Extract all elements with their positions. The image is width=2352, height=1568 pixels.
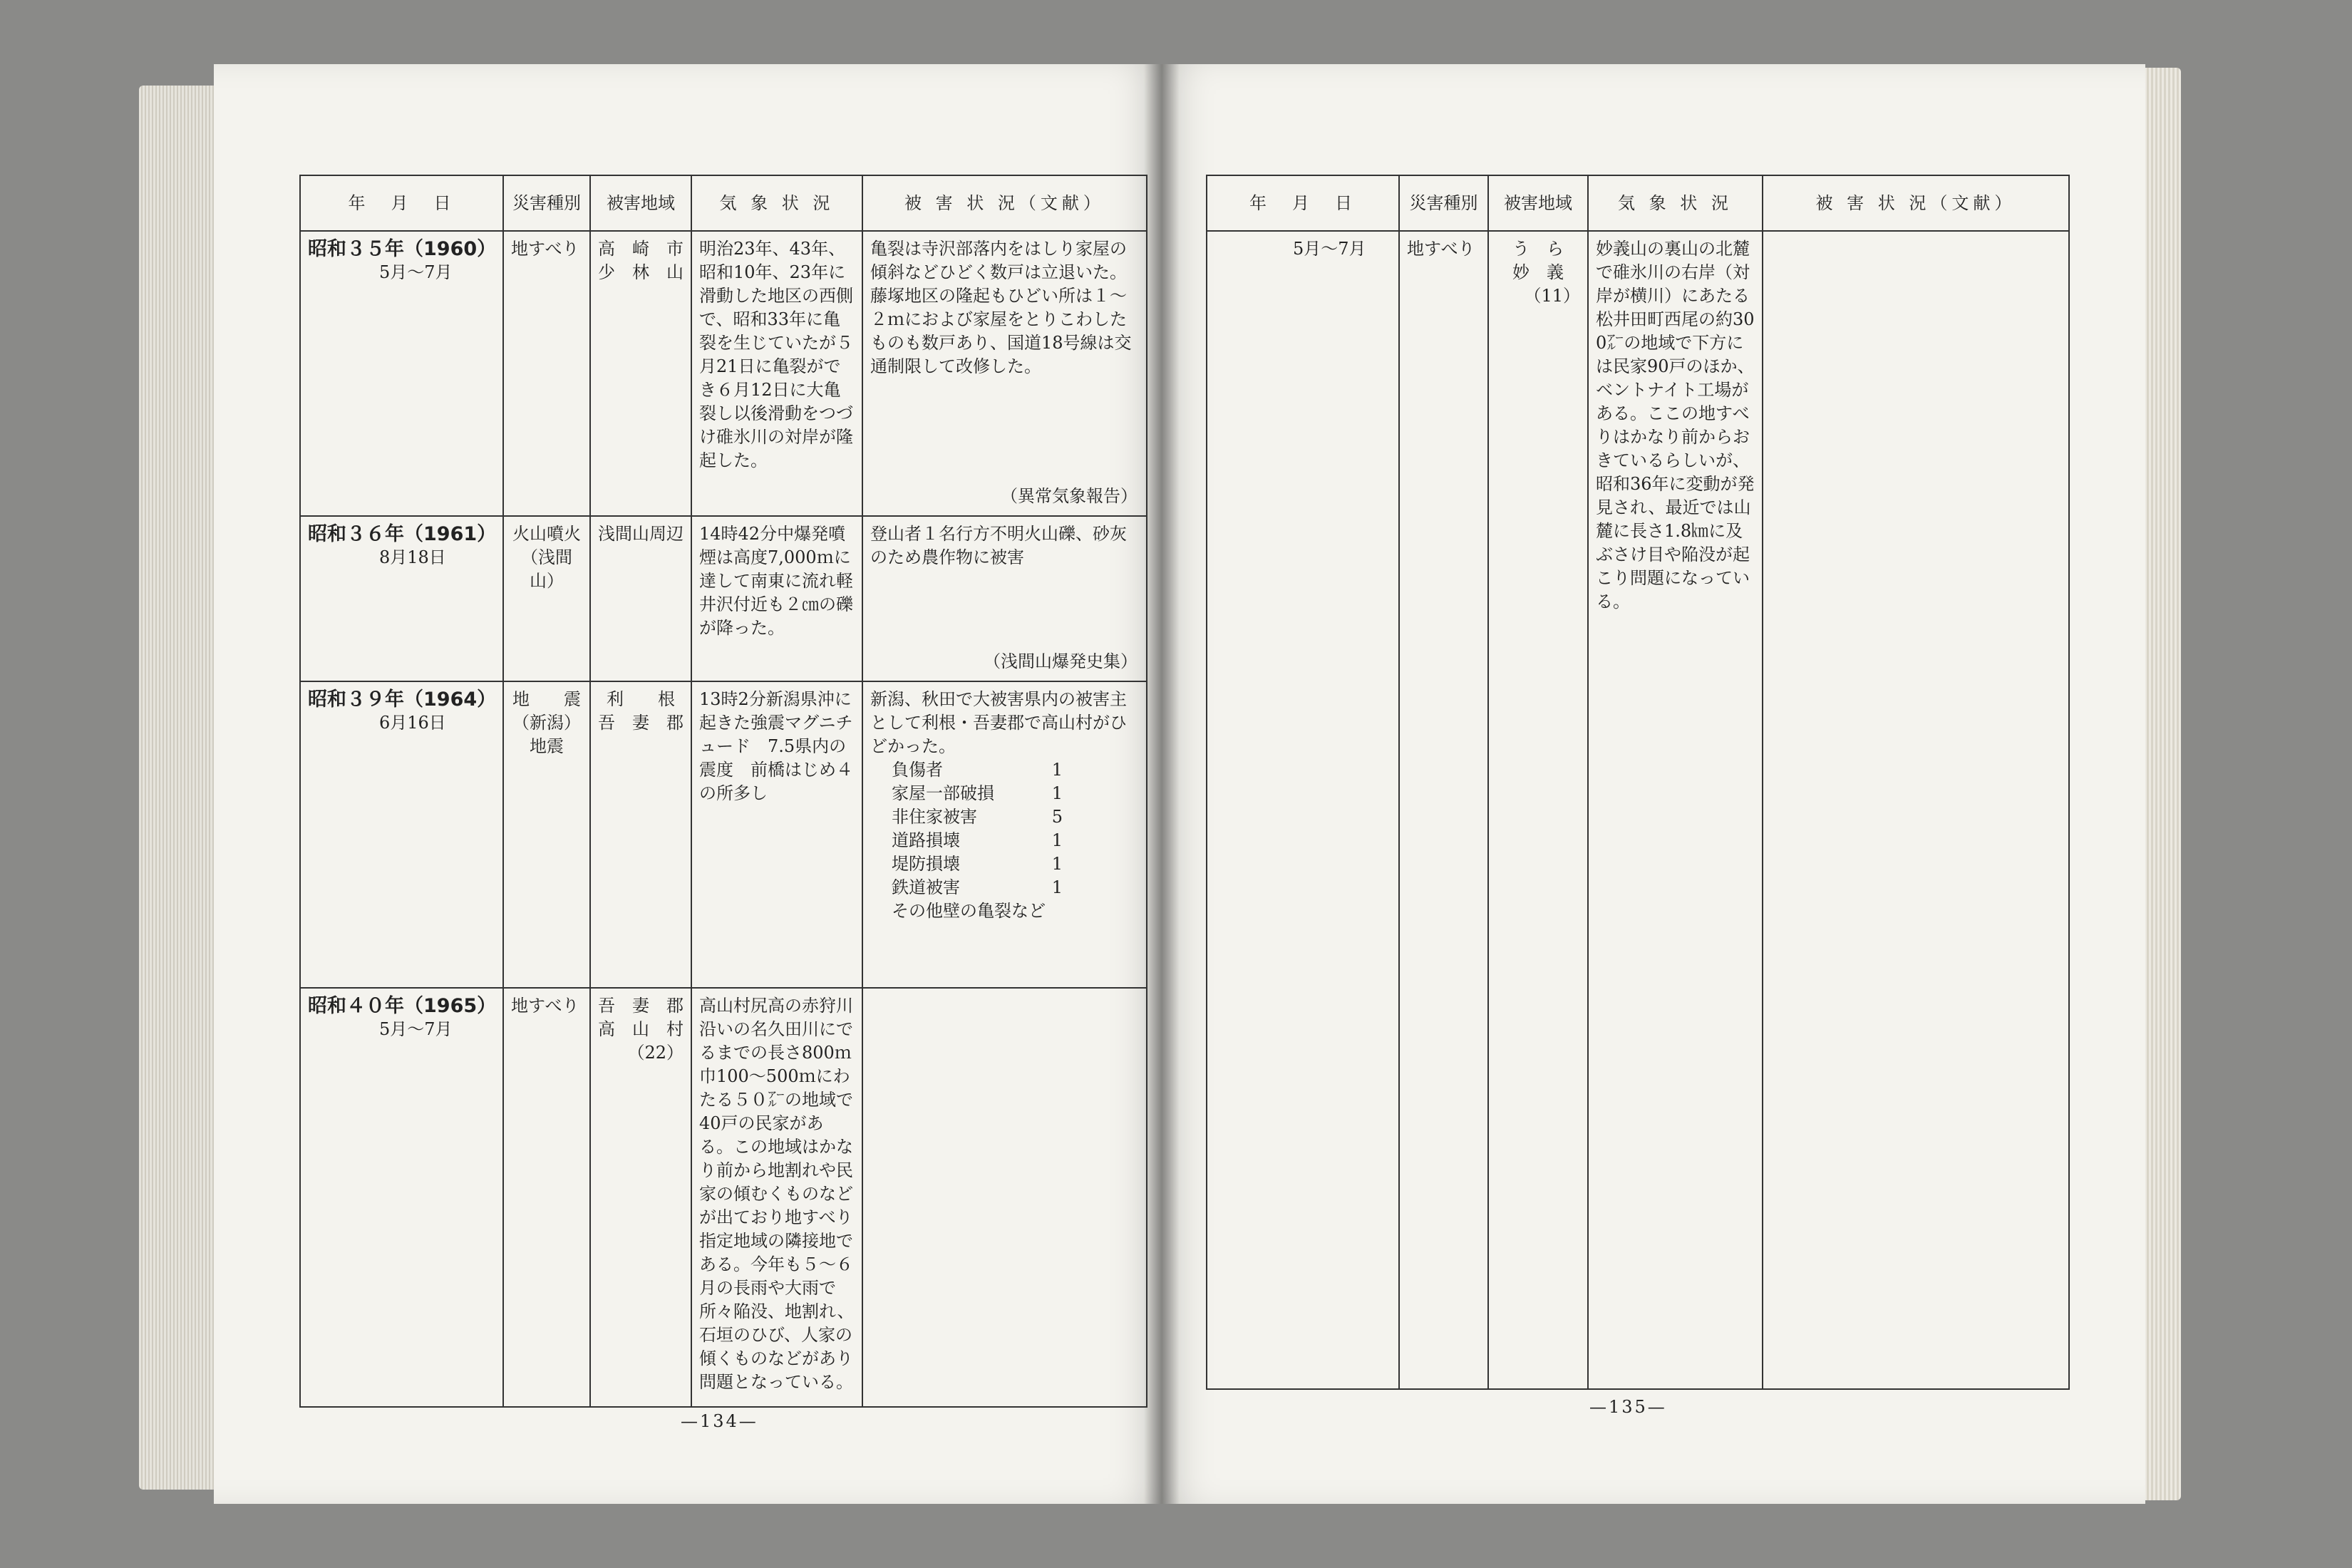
- area-cell: [590, 988, 691, 1407]
- date-range: 5月〜7月: [379, 262, 453, 282]
- damage-tail: その他壁の亀裂など: [892, 901, 1046, 921]
- type-line: 地震: [530, 736, 564, 756]
- area-line: （11）: [1524, 286, 1580, 306]
- item-label: 負傷者: [892, 760, 943, 780]
- table-header: [300, 175, 1147, 231]
- date-range: 5月〜7月: [379, 1019, 453, 1039]
- weather-cell: 13時2分新潟県沖に起きた強震マグニチュード 7.5県内の震度 前橋はじめ４の所多し: [691, 681, 862, 988]
- left-page: [214, 64, 1162, 1504]
- type-cell: 地すべり: [503, 231, 590, 516]
- date-cell: [300, 231, 503, 516]
- date-cell: [300, 516, 503, 681]
- type-line: （新潟）: [512, 713, 581, 733]
- area-cell: [590, 681, 691, 988]
- header-type: 災害種別: [503, 175, 590, 231]
- damage-cell: [862, 231, 1147, 516]
- header-area: 被害地域: [590, 175, 691, 231]
- source-citation: （異常気象報告）: [1001, 486, 1138, 506]
- date-range: 5月〜7月: [1293, 239, 1366, 259]
- table-row: [300, 231, 1147, 516]
- area-line: 利 根: [607, 689, 675, 709]
- item-value: 1: [1051, 854, 1063, 874]
- source-citation: （浅間山爆発史集）: [984, 651, 1138, 671]
- header-damage: 被 害 状 況（文献）: [1763, 175, 2069, 231]
- damage-cell: [862, 681, 1147, 988]
- date-cell: [300, 681, 503, 988]
- type-cell: 地すべり: [1399, 231, 1488, 1389]
- damage-cell: [862, 516, 1147, 681]
- damage-items: [870, 758, 1139, 899]
- area-cell: 浅間山周辺: [590, 516, 691, 681]
- type-cell: [503, 681, 590, 988]
- book-spine: [1144, 64, 1180, 1504]
- area-line: 少 林 山: [598, 262, 684, 282]
- header-type: 災害種別: [1399, 175, 1488, 231]
- date-range: 8月18日: [379, 547, 446, 567]
- weather-cell: 高山村尻高の赤狩川沿いの名久田川にでるまでの長さ800ｍ巾100〜500ｍにわたる５０㌃の地域で40戸の民家がある。この地域はかなり前から地割れや民家の傾むくものなどが出ており地すべり指定地域の隣接地である。今年も５〜６月の長雨や大雨で所々陥没、地割れ、石垣のひび、人家の傾くものなどがあり問題となっている。: [691, 988, 862, 1407]
- header-date: 年 月 日: [1207, 175, 1399, 231]
- header-area: 被害地域: [1488, 175, 1588, 231]
- header-damage: 被 害 状 況（文献）: [862, 175, 1147, 231]
- area-line: 吾 妻 郡: [598, 713, 684, 733]
- page-edges-left: [139, 86, 217, 1490]
- type-line: 火山噴火: [512, 524, 581, 544]
- damage-cell: [1763, 231, 2069, 1389]
- type-cell: [503, 516, 590, 681]
- item-label: 道路損壊: [892, 830, 960, 850]
- item-value: 1: [1051, 760, 1063, 780]
- table-row: [300, 988, 1147, 1407]
- item-value: 5: [1051, 807, 1063, 827]
- disaster-table-left: [299, 175, 1147, 1408]
- type-cell: 地すべり: [503, 988, 590, 1407]
- item-label: 堤防損壊: [892, 854, 960, 874]
- area-cell: [1488, 231, 1588, 1389]
- item-value: 1: [1051, 783, 1063, 803]
- table-header: [1207, 175, 2069, 231]
- date-cell: [300, 988, 503, 1407]
- table-row: [300, 681, 1147, 988]
- table-row: [1207, 231, 2069, 1389]
- page-number-right: —135—: [1589, 1397, 1667, 1417]
- damage-cell: [862, 988, 1147, 1407]
- area-cell: [590, 231, 691, 516]
- weather-cell: 明治23年、43年、昭和10年、23年に滑動した地区の西側で、昭和33年に亀裂を生じていたが５月21日に亀裂ができ６月12日に大亀裂し以後滑動をつづけ碓氷川の対岸が隆起した。: [691, 231, 862, 516]
- era-year: 昭和３６年（1961）: [308, 523, 497, 545]
- damage-text: 亀裂は寺沢部落内をはしり家屋の傾斜などひどく数戸は立退いた。藤塚地区の隆起もひどい所は１〜２ｍにおよび家屋をとりこわしたものも数戸あり、国道18号線は交通制限して改修した。: [870, 239, 1132, 376]
- item-value: 1: [1051, 877, 1063, 897]
- era-year: 昭和３９年（1964）: [308, 688, 497, 711]
- damage-text: 登山者１名行方不明火山礫、砂灰のため農作物に被害: [870, 524, 1127, 567]
- damage-intro: 新潟、秋田で大被害県内の被害主として利根・吾妻郡で高山村がひどかった。: [870, 689, 1127, 756]
- area-line: 吾 妻 郡: [598, 996, 684, 1016]
- era-year: 昭和３５年（1960）: [308, 238, 497, 260]
- date-cell: [1207, 231, 1399, 1389]
- date-range: 6月16日: [379, 713, 446, 733]
- type-line: （浅間山）: [521, 547, 572, 591]
- weather-cell: 14時42分中爆発噴煙は高度7,000ｍに達して南東に流れ軽井沢付近も２㎝の礫が降った。: [691, 516, 862, 681]
- page-number-left: —134—: [681, 1411, 758, 1431]
- item-label: 非住家被害: [892, 807, 977, 827]
- disaster-table-right: [1206, 175, 2070, 1390]
- header-weather: 気 象 状 況: [1588, 175, 1763, 231]
- era-year: 昭和４０年（1965）: [308, 995, 497, 1017]
- item-label: 家屋一部破損: [892, 783, 994, 803]
- header-date: 年 月 日: [300, 175, 503, 231]
- type-line: 地 震: [512, 689, 581, 709]
- area-line: 高 崎 市: [598, 239, 684, 259]
- area-line: （22）: [627, 1043, 684, 1063]
- item-value: 1: [1051, 830, 1063, 850]
- area-line: う ら 妙 義: [1512, 239, 1581, 282]
- right-page: [1162, 64, 2145, 1504]
- item-label: 鉄道被害: [892, 877, 960, 897]
- weather-cell: 妙義山の裏山の北麓で碓氷川の右岸（対岸が横川）にあたる松井田町西尾の約300㌃の地域で下方には民家90戸のほか、ベントナイト工場がある。ここの地すべりはかなり前からおきているらしいが、昭和36年に変動が発見され、最近では山麓に長さ1.8㎞に及ぶさけ目や陥没が起こり問題になっている。: [1588, 231, 1763, 1389]
- table-row: [300, 516, 1147, 681]
- header-weather: 気 象 状 況: [691, 175, 862, 231]
- area-line: 高 山 村: [598, 1019, 684, 1039]
